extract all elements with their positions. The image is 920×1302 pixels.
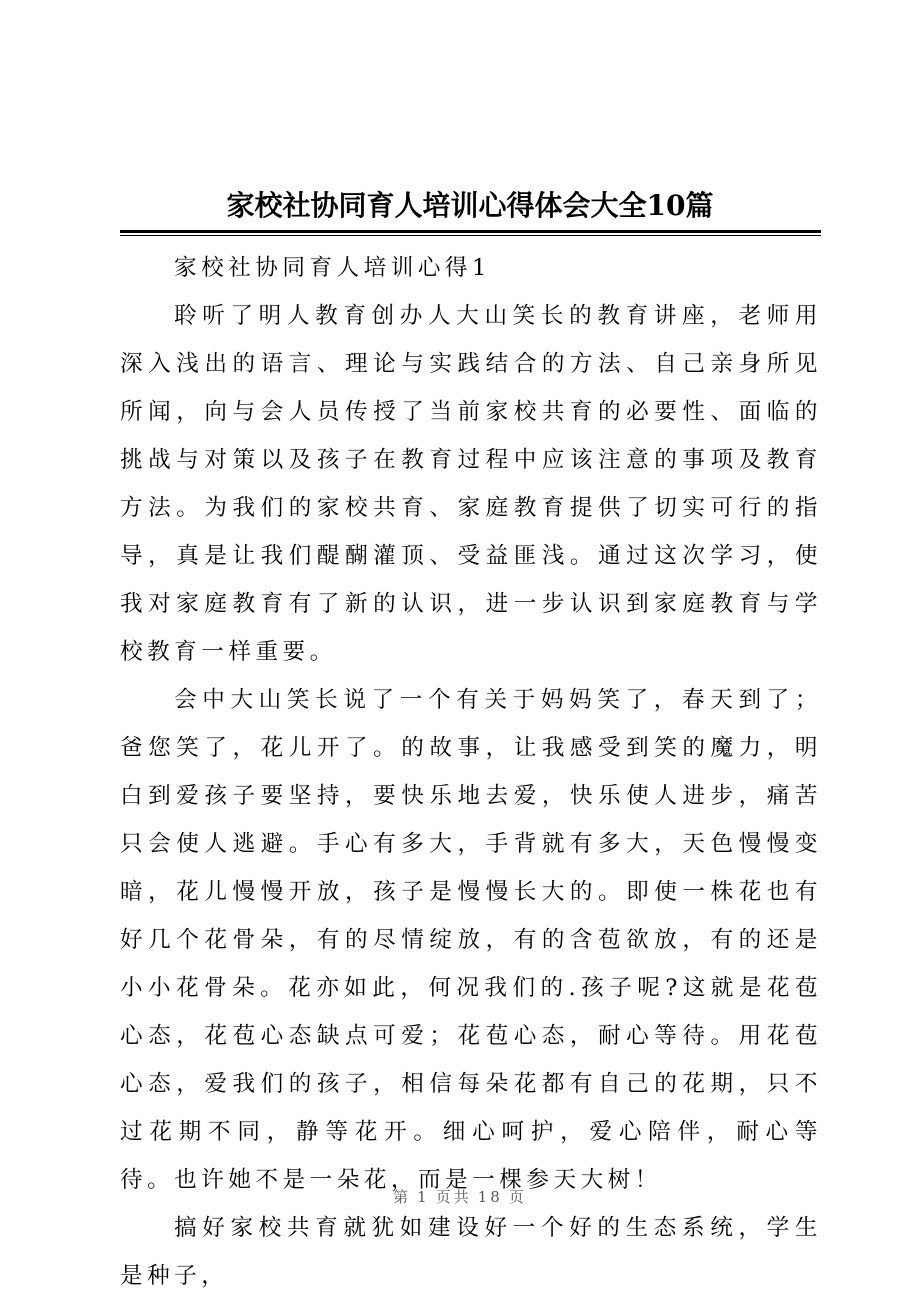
footer-page-total: 18	[477, 1188, 503, 1206]
paragraph-2: 会中大山笑长说了一个有关于妈妈笑了，春天到了；爸您笑了，花儿开了。的故事，让我感受到笑的魔力，明白到爱孩子要坚持，要快乐地去爱，快乐使人进步，痛苦只会使人逃避。手心有多大，手背就有多大，天色慢慢变暗，花儿慢慢开放，孩子是慢慢长大的。即使一株花也有好几个花骨朵，有的尽情绽放，有的含苞欲放，有的还是小小花骨朵。花亦如此，何况我们的.孩子呢?这就是花苞心态，花苞心态缺点可爱；花苞心态，耐心等待。用花苞心态，爱我们的孩子，相信每朵花都有自己的花期，只不过花期不同，静等花开。细心呵护，爱心陪伴，耐心等待。也许她不是一朵花，而是一棵参天大树！	[120, 687, 822, 1193]
footer-page-suffix: 页	[508, 1188, 527, 1206]
section-heading: 家校社协同育人培训心得1	[174, 255, 491, 281]
footer-page-middle: 页共	[435, 1188, 472, 1206]
title-rule-thick	[120, 230, 821, 233]
page-footer	[0, 1186, 920, 1207]
paragraph-1: 聆听了明人教育创办人大山笑长的教育讲座，老师用深入浅出的语言、理论与实践结合的方法、自己亲身所见所闻，向与会人员传授了当前家校共育的必要性、面临的挑战与对策以及孩子在教育过程中应该注意的事项及教育方法。为我们的家校共育、家庭教育提供了切实可行的指导，真是让我们醍醐灌顶、受益匪浅。通过这次学习，使我对家庭教育有了新的认识，进一步认识到家庭教育与学校教育一样重要。	[120, 303, 822, 665]
footer-page-label: 第	[393, 1188, 412, 1206]
footer-page-number: 1	[417, 1188, 430, 1206]
paragraph-3: 搞好家校共育就犹如建设好一个好的生态系统，学生是种子，	[120, 1215, 822, 1289]
title-rule-thin	[120, 235, 821, 236]
document-title: 家校社协同育人培训心得体会大全10篇	[226, 189, 714, 222]
document-body	[120, 244, 822, 1300]
